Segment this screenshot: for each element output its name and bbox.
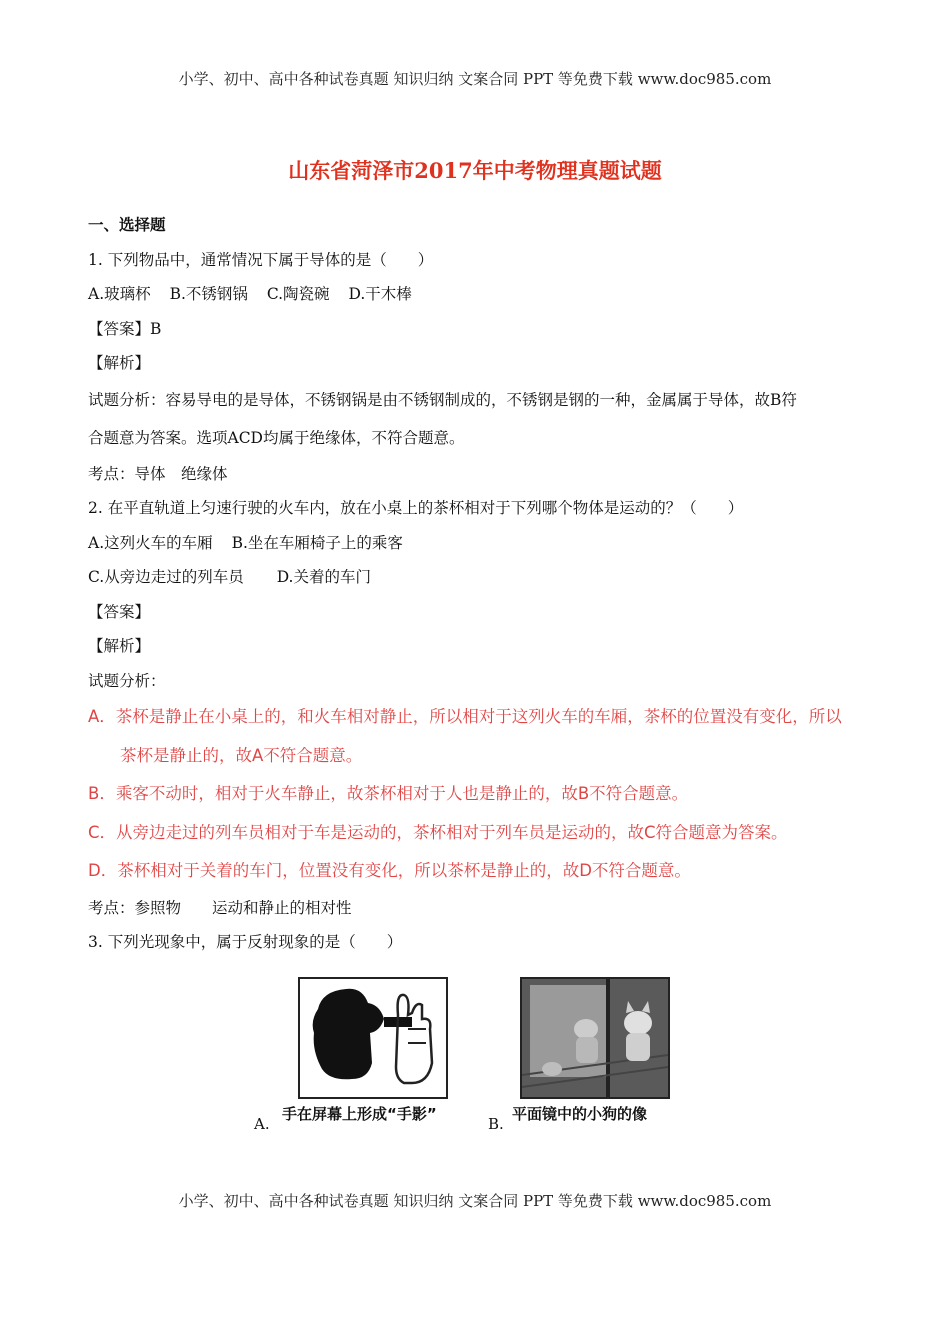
mirror-dog-image — [520, 977, 670, 1099]
q1-option-c: C.陶瓷碗 — [266, 285, 330, 303]
q3-stem: 3. 下列光现象中，属于反射现象的是（ ） — [88, 933, 403, 951]
q1-options — [88, 277, 868, 312]
page-header: 小学、初中、高中各种试卷真题 知识归纳 文案合同 PPT 等免费下载 www.doc985.com — [178, 70, 772, 88]
section-heading: 一、选择题 — [88, 215, 166, 234]
q2-explanation-a-2: 茶杯是静止的，故A不符合题意。 — [120, 745, 363, 765]
q2-analysis-label: 【解析】 — [88, 637, 151, 655]
hand-shadow-image — [298, 977, 448, 1099]
q3-figures — [250, 975, 700, 1135]
q3-option-b-label: B. — [488, 1115, 504, 1133]
q2-explanation-b: B．乘客不动时，相对于火车静止，故茶杯相对于人也是静止的，故B不符合题意。 — [88, 784, 689, 803]
q2-explanation-a-1: A．茶杯是静止在小桌上的，和火车相对静止，所以相对于这列火车的车厢，茶杯的位置没有变化，所以 — [88, 707, 842, 726]
q1-analysis-line-2: 合题意为答案。选项ACD均属于绝缘体，不符合题意。 — [88, 428, 465, 447]
q1-option-d: D.干木棒 — [348, 285, 412, 303]
q1-analysis-label: 【解析】 — [88, 354, 151, 372]
q3-option-a-label: A. — [254, 1115, 270, 1133]
q2-option-b: B.坐在车厢椅子上的乘客 — [231, 533, 403, 552]
q2-analysis-intro: 试题分析： — [88, 671, 166, 690]
q2-answer: 【答案】 — [88, 602, 151, 621]
q1-stem: 1. 下列物品中，通常情况下属于导体的是（ ） — [88, 250, 434, 269]
q1-analysis-line-1: 试题分析：容易导电的是导体，不锈钢锅是由不锈钢制成的，不锈钢是钢的一种，金属属于导体，故B符 — [88, 390, 797, 409]
q1-option-a: A.玻璃杯 — [88, 285, 151, 303]
q2-explanation-c: C．从旁边走过的列车员相对于车是运动的，茶杯相对于列车员是运动的，故C符合题意为答案。 — [88, 822, 788, 842]
q2-stem: 2. 在平直轨道上匀速行驶的火车内，放在小桌上的茶杯相对于下列哪个物体是运动的？（ ） — [88, 499, 744, 517]
q1-knowledge-point: 考点：导体 绝缘体 — [88, 464, 228, 483]
q2-explanation-d: D．茶杯相对于关着的车门，位置没有变化，所以茶杯是静止的，故D不符合题意。 — [88, 861, 691, 880]
q2-option-a: A.这列火车的车厢 — [88, 533, 213, 552]
q2-options-row-1 — [88, 526, 868, 561]
document-body — [88, 208, 868, 960]
q2-knowledge-point: 考点：参照物 运动和静止的相对性 — [88, 898, 352, 917]
q2-options-row-2 — [88, 560, 868, 595]
q1-answer: 【答案】B — [88, 319, 162, 338]
q2-option-d: D.关着的车门 — [276, 568, 371, 586]
page-footer: 小学、初中、高中各种试卷真题 知识归纳 文案合同 PPT 等免费下载 www.doc985.com — [178, 1192, 772, 1210]
q3-option-b-caption: 平面镜中的小狗的像 — [512, 1105, 648, 1123]
q3-option-a-caption: 手在屏幕上形成“手影” — [282, 1105, 437, 1123]
q1-option-b: B.不锈钢锅 — [169, 285, 248, 303]
page-title: 山东省菏泽市2017年中考物理真题试题 — [288, 158, 662, 183]
q2-option-c: C.从旁边走过的列车员 — [88, 568, 244, 586]
